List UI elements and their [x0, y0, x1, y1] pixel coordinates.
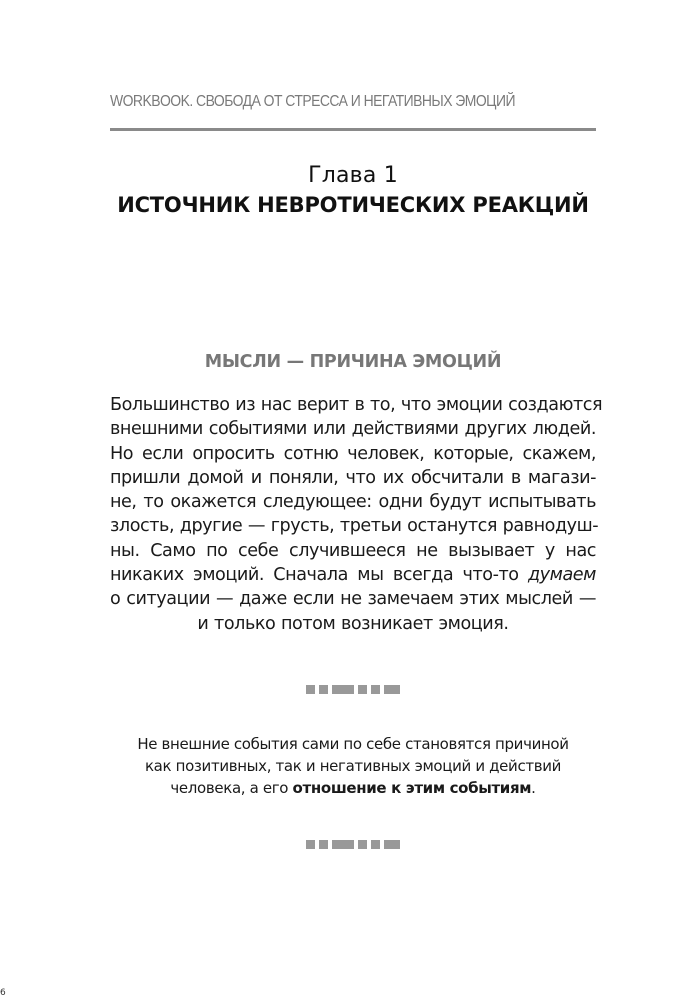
ornament-bar — [384, 840, 400, 849]
ornament-square — [371, 685, 380, 694]
body-line: пришли домой и поняли, что их обсчитали в магази- — [110, 467, 596, 488]
chapter-title: ИСТОЧНИК НЕВРОТИЧЕСКИХ РЕАКЦИЙ — [117, 193, 589, 217]
body-text-segment: никаких эмоций. Сначала мы всегда что-то — [110, 565, 528, 586]
callout-emphasis: отношение к этим событиям — [292, 779, 532, 797]
ornament-square — [319, 685, 328, 694]
body-line: ны. Само по себе случившееся не вызывает у нас — [110, 540, 596, 561]
callout-segment: человека, а его — [170, 779, 293, 797]
section-title: МЫСЛИ — ПРИЧИНА ЭМОЦИЙ — [204, 352, 502, 372]
emphasis-word: думаем — [527, 565, 596, 586]
ornament-square — [319, 840, 328, 849]
ornament-square — [306, 685, 315, 694]
callout-line: как позитивных, так и негативных эмоций и действий — [144, 757, 562, 775]
body-line — [110, 563, 596, 587]
ornament-separator — [306, 685, 400, 694]
callout-text — [110, 733, 596, 799]
body-line: Большинство из нас верит в то, что эмоции создаются — [110, 395, 603, 415]
callout-segment: . — [531, 779, 536, 797]
ornament-bar — [384, 685, 400, 694]
ornament-square — [306, 840, 315, 849]
ornament-square — [371, 840, 380, 849]
header-rule — [110, 128, 596, 131]
body-line: и только потом возникает эмоция. — [197, 613, 509, 634]
body-line: внешними событиями или действиями других людей. — [110, 419, 596, 440]
ornament-separator — [306, 840, 400, 849]
ornament-square — [358, 685, 367, 694]
chapter-number: Глава 1 — [308, 163, 398, 188]
body-line: не, то окажется следующее: одни будут испытывать — [110, 492, 596, 513]
callout-line: Не внешние события сами по себе становятся причиной — [137, 735, 569, 753]
body-line: о ситуации — даже если не замечаем этих мыслей — — [110, 589, 596, 610]
ornament-square — [358, 840, 367, 849]
page-number: 6 — [0, 988, 6, 998]
body-paragraph — [110, 393, 603, 636]
running-header: WORKBOOK. СВОБОДА ОТ СТРЕССА И НЕГАТИВНЫХ ЭМОЦИЙ — [110, 93, 515, 110]
body-line: Но если опросить сотню человек, которые, скажем, — [110, 443, 596, 464]
callout-line — [110, 777, 596, 799]
ornament-bar — [332, 685, 354, 694]
body-line: злость, другие — грусть, третьи останутся равнодуш- — [110, 516, 599, 537]
ornament-bar — [332, 840, 354, 849]
